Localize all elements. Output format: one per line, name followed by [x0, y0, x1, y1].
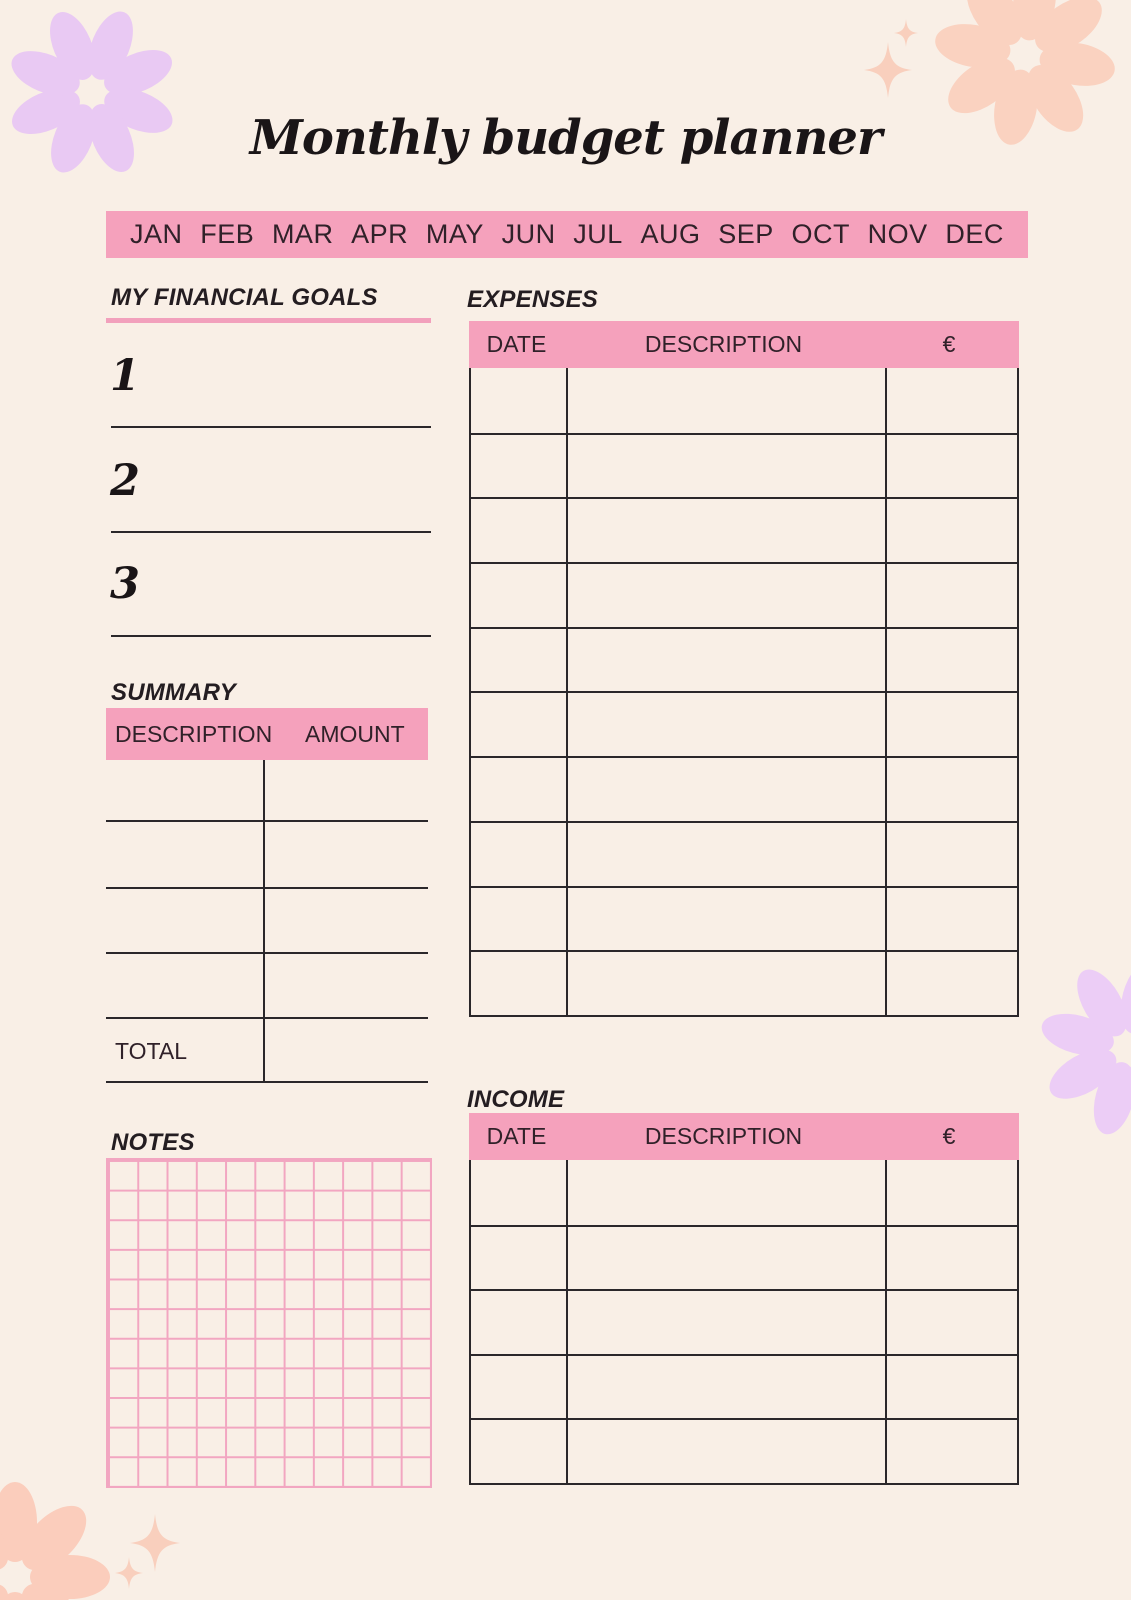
goal-line-2[interactable] — [111, 531, 431, 533]
month-oct[interactable]: OCT — [791, 219, 850, 249]
income-col-description: DESCRIPTION — [644, 1123, 803, 1149]
income-table — [469, 1160, 1019, 1485]
income-cell[interactable] — [885, 1418, 1017, 1483]
income-cell[interactable] — [471, 1225, 566, 1290]
expenses-cell[interactable] — [566, 950, 885, 1015]
sparkle-icon — [864, 19, 918, 98]
expenses-cell[interactable] — [471, 627, 566, 692]
expenses-cell[interactable] — [885, 756, 1017, 821]
goals-heading: MY FINANCIAL GOALS — [111, 284, 378, 311]
notes-heading: NOTES — [111, 1129, 195, 1156]
flower-lilac-bottom-right — [1018, 938, 1131, 1158]
expenses-cell[interactable] — [471, 368, 566, 433]
month-apr[interactable]: APR — [351, 219, 409, 249]
income-cell[interactable] — [566, 1160, 885, 1225]
goal-line-1[interactable] — [111, 426, 431, 428]
month-jun[interactable]: JUN — [501, 219, 556, 249]
expenses-table-header — [469, 321, 1019, 368]
summary-row-line — [106, 1017, 428, 1019]
summary-heading: SUMMARY — [111, 679, 236, 706]
expenses-table — [469, 368, 1019, 1017]
month-mar[interactable]: MAR — [271, 219, 334, 249]
expenses-col-euro: € — [942, 331, 956, 357]
income-cell[interactable] — [471, 1160, 566, 1225]
month-feb[interactable]: FEB — [200, 219, 255, 249]
expenses-cell[interactable] — [885, 497, 1017, 562]
summary-col-description: DESCRIPTION — [115, 720, 273, 747]
income-heading: INCOME — [467, 1086, 565, 1113]
month-dec[interactable]: DEC — [945, 219, 1004, 249]
month-aug[interactable]: AUG — [640, 219, 701, 249]
expenses-cell[interactable] — [885, 433, 1017, 498]
expenses-cell[interactable] — [566, 497, 885, 562]
income-cell[interactable] — [885, 1225, 1017, 1290]
goal-number-2: 2 — [110, 456, 140, 506]
month-sep[interactable]: SEP — [718, 219, 774, 249]
expenses-cell[interactable] — [885, 886, 1017, 951]
month-jul[interactable]: JUL — [573, 219, 623, 249]
expenses-cell[interactable] — [885, 950, 1017, 1015]
income-cell[interactable] — [566, 1289, 885, 1354]
income-cell[interactable] — [566, 1225, 885, 1290]
goal-line-3[interactable] — [111, 635, 431, 637]
income-cell[interactable] — [885, 1289, 1017, 1354]
income-cell[interactable] — [471, 1418, 566, 1483]
sparkle-icon — [115, 1514, 180, 1589]
expenses-cell[interactable] — [566, 627, 885, 692]
expenses-cell[interactable] — [471, 562, 566, 627]
summary-row-line — [106, 887, 428, 889]
expenses-cell[interactable] — [885, 821, 1017, 886]
flower-lilac-top-left — [0, 0, 202, 202]
expenses-cell[interactable] — [566, 691, 885, 756]
month-nov[interactable]: NOV — [867, 219, 928, 249]
expenses-cell[interactable] — [471, 691, 566, 756]
expenses-cell[interactable] — [471, 886, 566, 951]
expenses-cell[interactable] — [566, 368, 885, 433]
summary-col-amount: AMOUNT — [305, 720, 405, 747]
summary-total-label: TOTAL — [115, 1038, 187, 1064]
expenses-cell[interactable] — [566, 886, 885, 951]
month-may[interactable]: MAY — [425, 219, 484, 249]
summary-table-header — [106, 708, 428, 760]
summary-row-line — [106, 1081, 428, 1083]
page-title: Monthly budget planner — [249, 110, 882, 166]
notes-grid[interactable] — [106, 1158, 432, 1488]
goals-underline — [106, 318, 431, 323]
expenses-cell[interactable] — [885, 691, 1017, 756]
income-cell[interactable] — [566, 1354, 885, 1419]
expenses-cell[interactable] — [566, 756, 885, 821]
income-col-euro: € — [942, 1123, 956, 1149]
expenses-cell[interactable] — [885, 562, 1017, 627]
income-col-date: DATE — [486, 1123, 547, 1149]
summary-row-line — [106, 952, 428, 954]
expenses-cell[interactable] — [471, 821, 566, 886]
month-bar — [106, 211, 1028, 258]
expenses-col-date: DATE — [486, 331, 547, 357]
summary-divider-line — [263, 760, 265, 1083]
expenses-cell[interactable] — [566, 433, 885, 498]
expenses-cell[interactable] — [566, 562, 885, 627]
income-cell[interactable] — [471, 1289, 566, 1354]
income-cell[interactable] — [566, 1418, 885, 1483]
income-cell[interactable] — [471, 1354, 566, 1419]
month-jan[interactable]: JAN — [130, 219, 183, 249]
income-cell[interactable] — [885, 1160, 1017, 1225]
summary-row-line — [106, 820, 428, 822]
income-table-header — [469, 1113, 1019, 1160]
expenses-cell[interactable] — [471, 756, 566, 821]
expenses-cell[interactable] — [471, 497, 566, 562]
expenses-cell[interactable] — [566, 821, 885, 886]
expenses-col-description: DESCRIPTION — [644, 331, 803, 357]
summary-table[interactable] — [106, 760, 428, 1083]
income-cell[interactable] — [885, 1354, 1017, 1419]
goal-number-1: 1 — [110, 351, 140, 401]
expenses-cell[interactable] — [885, 368, 1017, 433]
expenses-cell[interactable] — [885, 627, 1017, 692]
expenses-cell[interactable] — [471, 950, 566, 1015]
goal-number-3: 3 — [110, 559, 140, 609]
expenses-cell[interactable] — [471, 433, 566, 498]
expenses-heading: EXPENSES — [467, 286, 598, 313]
